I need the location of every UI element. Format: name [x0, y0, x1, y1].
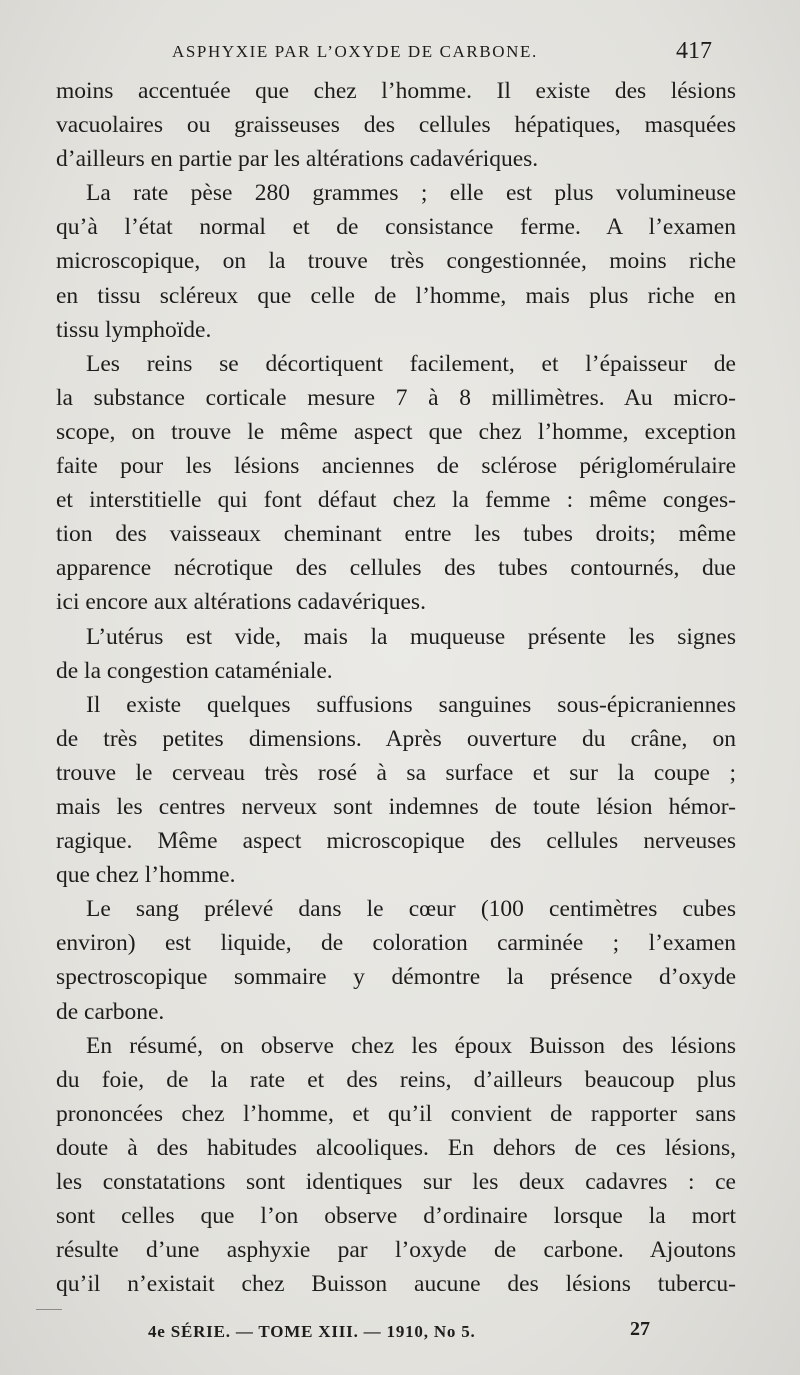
text-line: et interstitielle qui font défaut chez la femme : même conges- [56, 487, 736, 514]
text-line: Le sang prélevé dans le cœur (100 centimètres cubes [86, 896, 736, 923]
running-title: ASPHYXIE PAR L’OXYDE DE CARBONE. [172, 42, 538, 61]
text-line: La rate pèse 280 grammes ; elle est plus volumineuse [86, 180, 736, 207]
text-line: du foie, de la rate et des reins, d’ailleurs beaucoup plus [56, 1066, 736, 1093]
text-line: d’ailleurs en partie par les altérations cadavériques. [56, 146, 539, 173]
text-line: tissu lymphoïde. [56, 316, 212, 343]
footer-series-line: 4e SÉRIE. — TOME XIII. — 1910, No 5. [148, 1322, 476, 1341]
text-line: L’utérus est vide, mais la muqueuse présente les signes [86, 623, 736, 650]
text-line: les constatations sont identiques sur les deux cadavres : ce [56, 1169, 736, 1195]
text-line: environ) est liquide, de coloration carminée ; l’examen [56, 930, 736, 957]
text-line: ici encore aux altérations cadavériques. [56, 589, 426, 616]
text-line: doute à des habitudes alcooliques. En dehors de ces lésions, [56, 1134, 736, 1161]
body-text [56, 74, 736, 1301]
text-line: spectroscopique sommaire y démontre la présence d’oxyde [56, 964, 736, 991]
text-line: de la congestion cataméniale. [56, 657, 333, 684]
text-line: Il existe quelques suffusions sanguines sous-épicraniennes [86, 691, 736, 718]
page-footer [0, 1318, 800, 1348]
text-line: vacuolaires ou graisseuses des cellules hépatiques, masquées [56, 112, 736, 139]
text-line: faite pour les lésions anciennes de sclérose périglomérulaire [56, 453, 736, 480]
text-line: la substance corticale mesure 7 à 8 millimètres. Au micro- [56, 384, 736, 411]
margin-dash [36, 1309, 62, 1310]
text-line: résulte d’une asphyxie par l’oxyde de carbone. Ajoutons [56, 1237, 736, 1264]
text-line: mais les centres nerveux sont indemnes de toute lésion hémor- [56, 793, 736, 820]
page-header [0, 36, 800, 66]
text-line: qu’à l’état normal et de consistance ferme. A l’examen [56, 214, 736, 241]
page-number: 417 [676, 38, 712, 64]
text-line: tion des vaisseaux cheminant entre les tubes droits; même [56, 521, 736, 548]
text-line: qu’il n’existait chez Buisson aucune des lésions tubercu- [56, 1271, 736, 1298]
text-line: en tissu scléreux que celle de l’homme, mais plus riche en [56, 282, 736, 309]
text-line: apparence nécrotique des cellules des tubes contournés, due [56, 555, 736, 582]
text-line: Les reins se décortiquent facilement, et l’épaisseur de [86, 350, 736, 377]
text-line: scope, on trouve le même aspect que chez l’homme, exception [56, 418, 736, 445]
text-line: En résumé, on observe chez les époux Buisson des lésions [86, 1032, 736, 1059]
text-line: trouve le cerveau très rosé à sa surface et sur la coupe ; [56, 759, 736, 786]
signature-mark: 27 [630, 1318, 650, 1340]
text-line: prononcées chez l’homme, et qu’il convient de rapporter sans [56, 1100, 736, 1127]
text-line: de carbone. [56, 998, 165, 1025]
text-line: moins accentuée que chez l’homme. Il existe des lésions [56, 78, 736, 104]
text-line: de très petites dimensions. Après ouverture du crâne, on [56, 725, 736, 752]
text-line: que chez l’homme. [56, 862, 236, 889]
text-line: ragique. Même aspect microscopique des cellules nerveuses [56, 828, 736, 855]
text-line: microscopique, on la trouve très congestionnée, moins riche [56, 248, 736, 275]
text-line: sont celles que l’on observe d’ordinaire lorsque la mort [56, 1203, 736, 1230]
